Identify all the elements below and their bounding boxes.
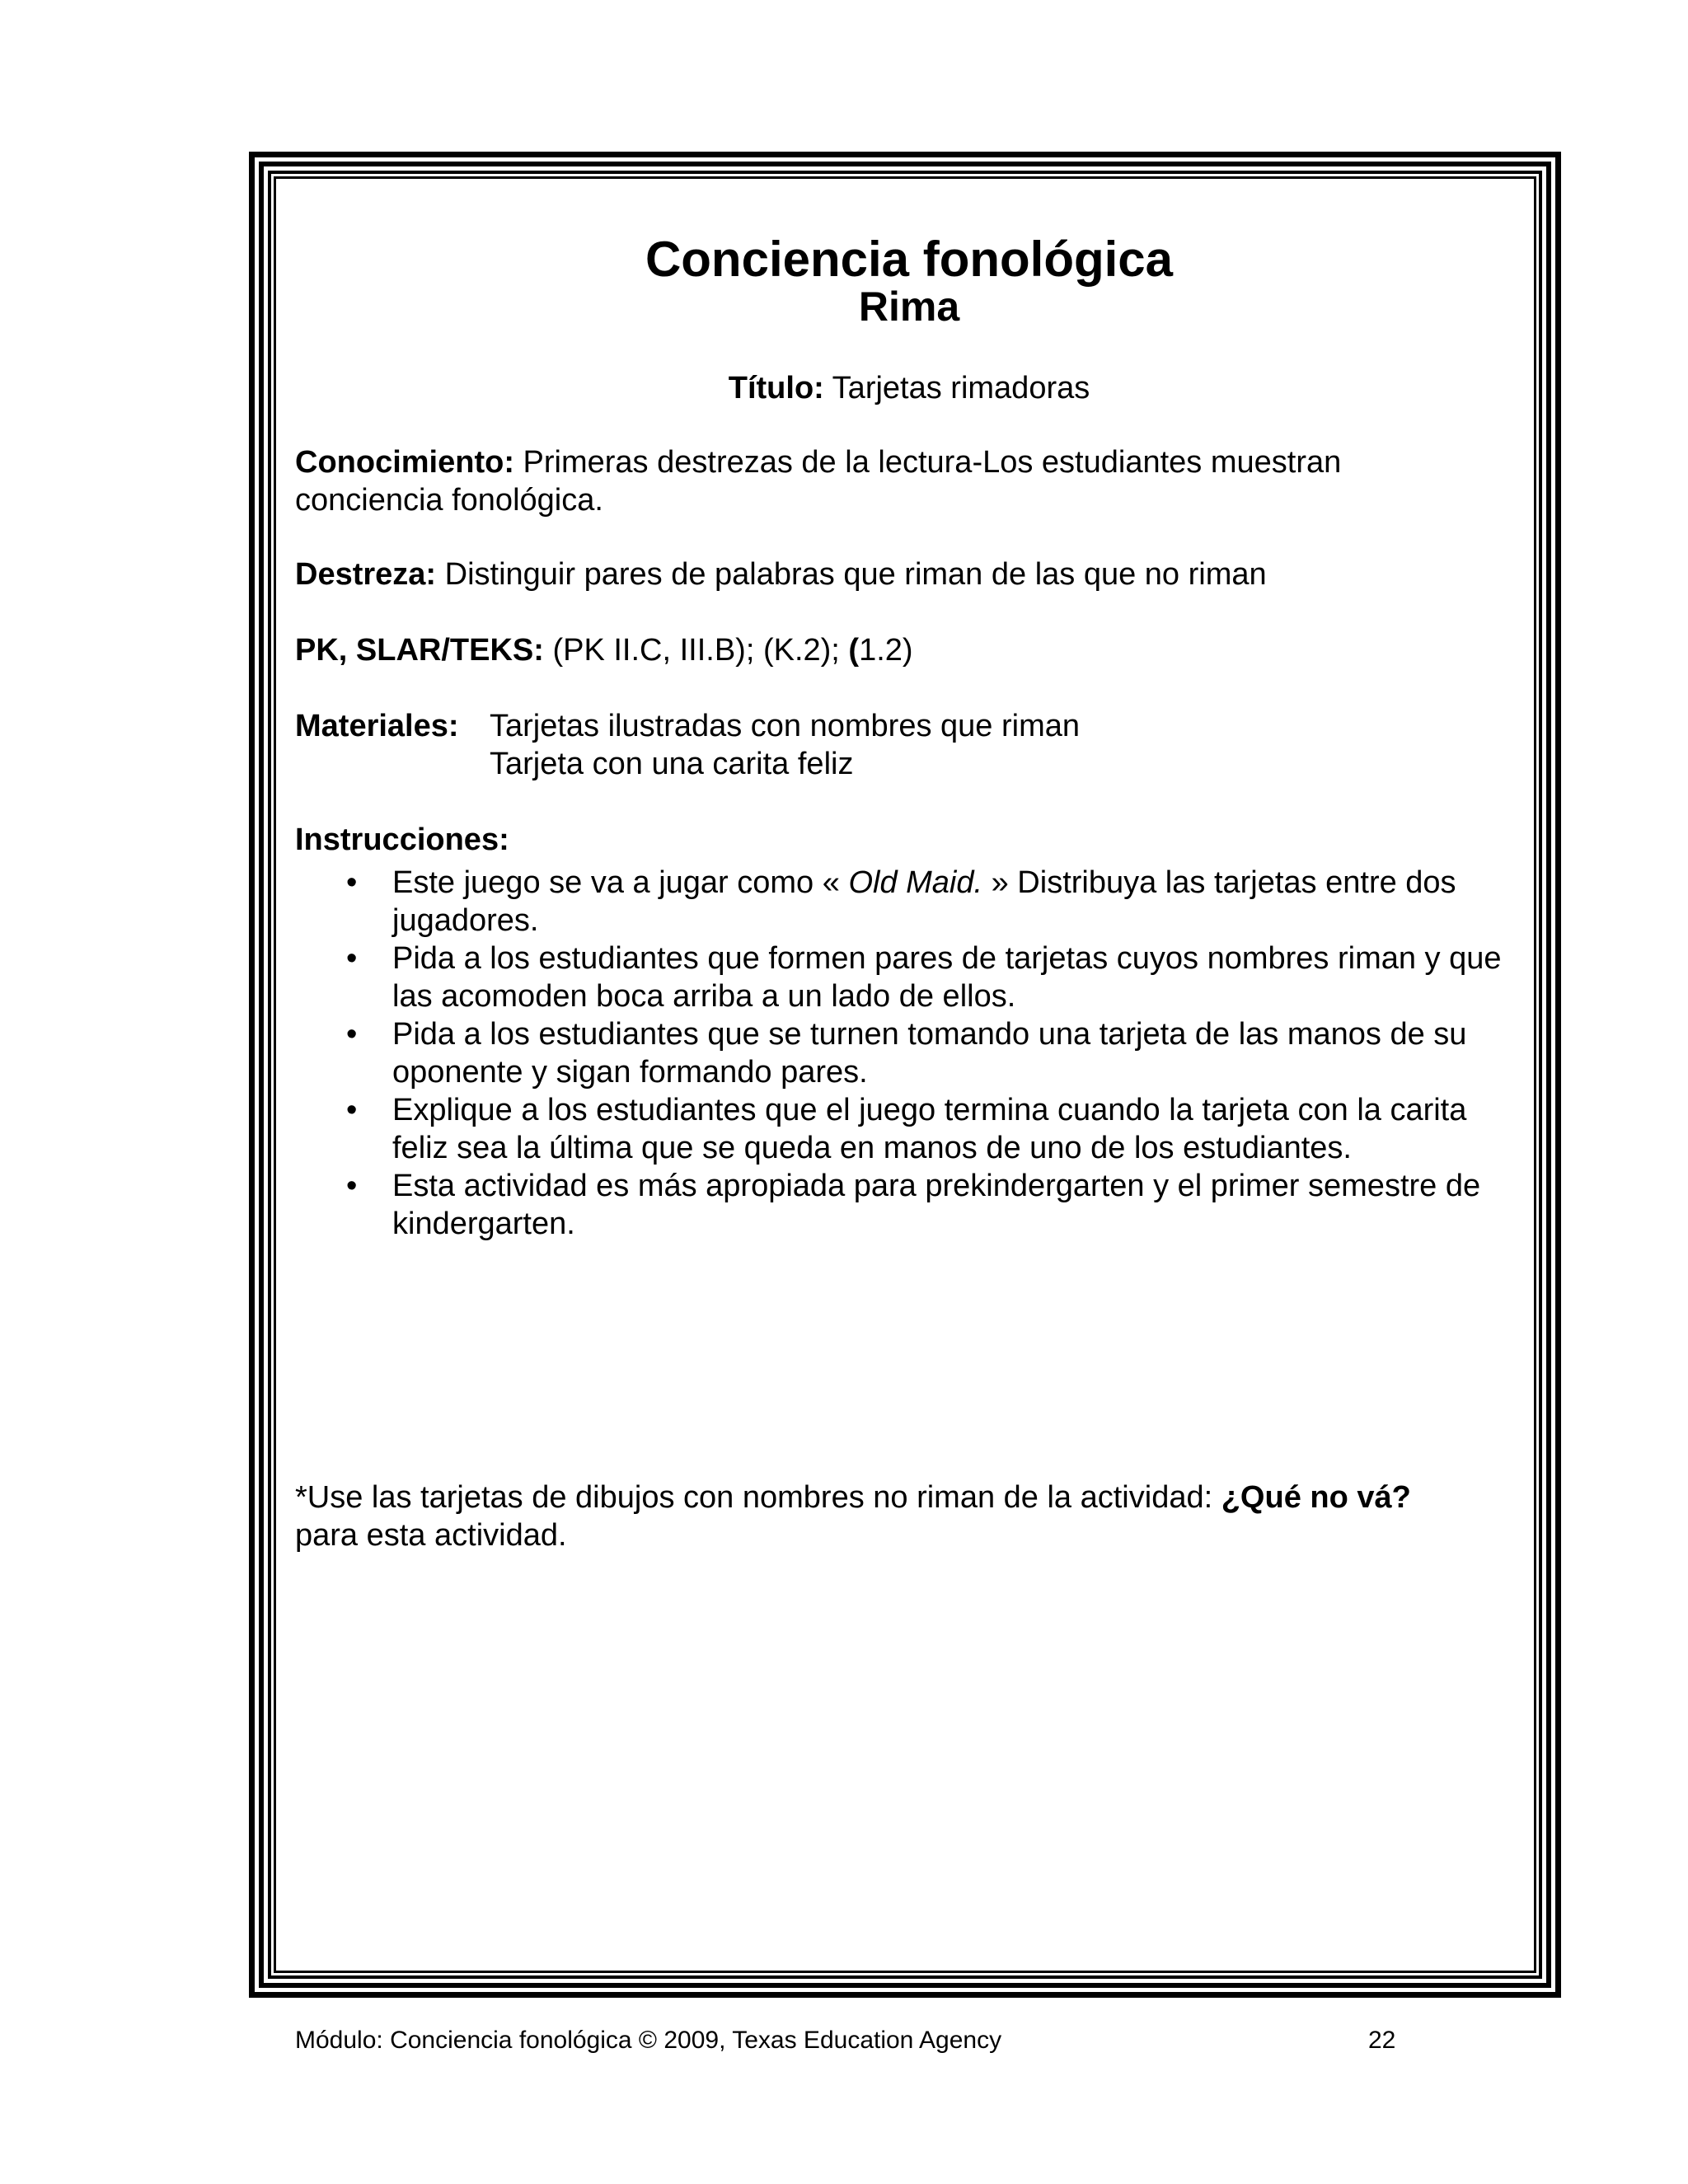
conocimiento-text: Primeras destrezas de la lectura-Los estudiantes muestran <box>513 445 1342 480</box>
list-item: • Esta actividad es más apropiada para prekindergarten y el primer semestre de kindergarten. <box>346 1169 1481 1241</box>
instructions-list <box>295 864 1523 1243</box>
bullet-icon: • <box>346 865 358 900</box>
titulo-label: Título: <box>728 371 824 405</box>
list-item: • Explique a los estudiantes que el juego termina cuando la tarjeta con la carita feliz sea la última que se queda en manos de uno de los estudiantes. <box>346 1093 1467 1165</box>
game-name: Old Maid. <box>848 865 983 900</box>
page-title: Conciencia fonológica <box>645 232 1174 287</box>
instrucciones-label: Instrucciones: <box>295 823 509 857</box>
destreza-text: Distinguir pares de palabras que riman de las que no riman <box>436 557 1267 592</box>
note-activity-name: ¿Qué no vá? <box>1221 1480 1411 1515</box>
page-subtitle: Rima <box>858 284 960 330</box>
bullet-icon: • <box>346 1093 358 1127</box>
note-text: *Use las tarjetas de dibujos con nombres no riman de la actividad: <box>295 1480 1221 1515</box>
teks-paren: ( <box>848 633 860 668</box>
list-item: • Pida a los estudiantes que se turnen tomando una tarjeta de las manos de su oponente y sigan formando pares. <box>346 1017 1467 1090</box>
destreza-label: Destreza: <box>295 557 437 592</box>
titulo-value: Tarjetas rimadoras <box>823 371 1090 405</box>
conocimiento-line-2: conciencia fonológica. <box>295 483 603 518</box>
list-item: • Este juego se va a jugar como « Old Maid. » Distribuya las tarjetas entre dos jugadores. <box>346 865 1456 938</box>
footer-credit: Módulo: Conciencia fonológica © 2009, Texas Education Agency <box>295 2027 1002 2054</box>
materiales-label: Materiales: <box>295 709 459 743</box>
teks-label: PK, SLAR/TEKS: <box>295 633 544 668</box>
conocimiento-label: Conocimiento: <box>295 445 514 480</box>
bullet-icon: • <box>346 1017 358 1052</box>
page-number: 22 <box>1368 2027 1396 2054</box>
note-line-2: para esta actividad. <box>295 1518 567 1553</box>
destreza-line <box>295 555 1267 593</box>
conocimiento-line-1 <box>295 443 1341 481</box>
materiales-item: Tarjeta con una carita feliz <box>490 747 854 781</box>
bullet-icon: • <box>346 941 358 976</box>
materiales-item: Tarjetas ilustradas con nombres que riman <box>490 709 1081 743</box>
teks-line <box>295 631 913 669</box>
teks-value: (PK II.C, III.B); (K.2); <box>543 633 849 668</box>
list-item: • Pida a los estudiantes que formen pares de tarjetas cuyos nombres riman y que las acomoden boca arriba a un lado de ellos. <box>346 941 1502 1014</box>
note-line-1 <box>295 1479 1411 1516</box>
titulo-line <box>295 369 1523 407</box>
teks-value-end: 1.2) <box>859 633 913 668</box>
bullet-icon: • <box>346 1169 358 1203</box>
